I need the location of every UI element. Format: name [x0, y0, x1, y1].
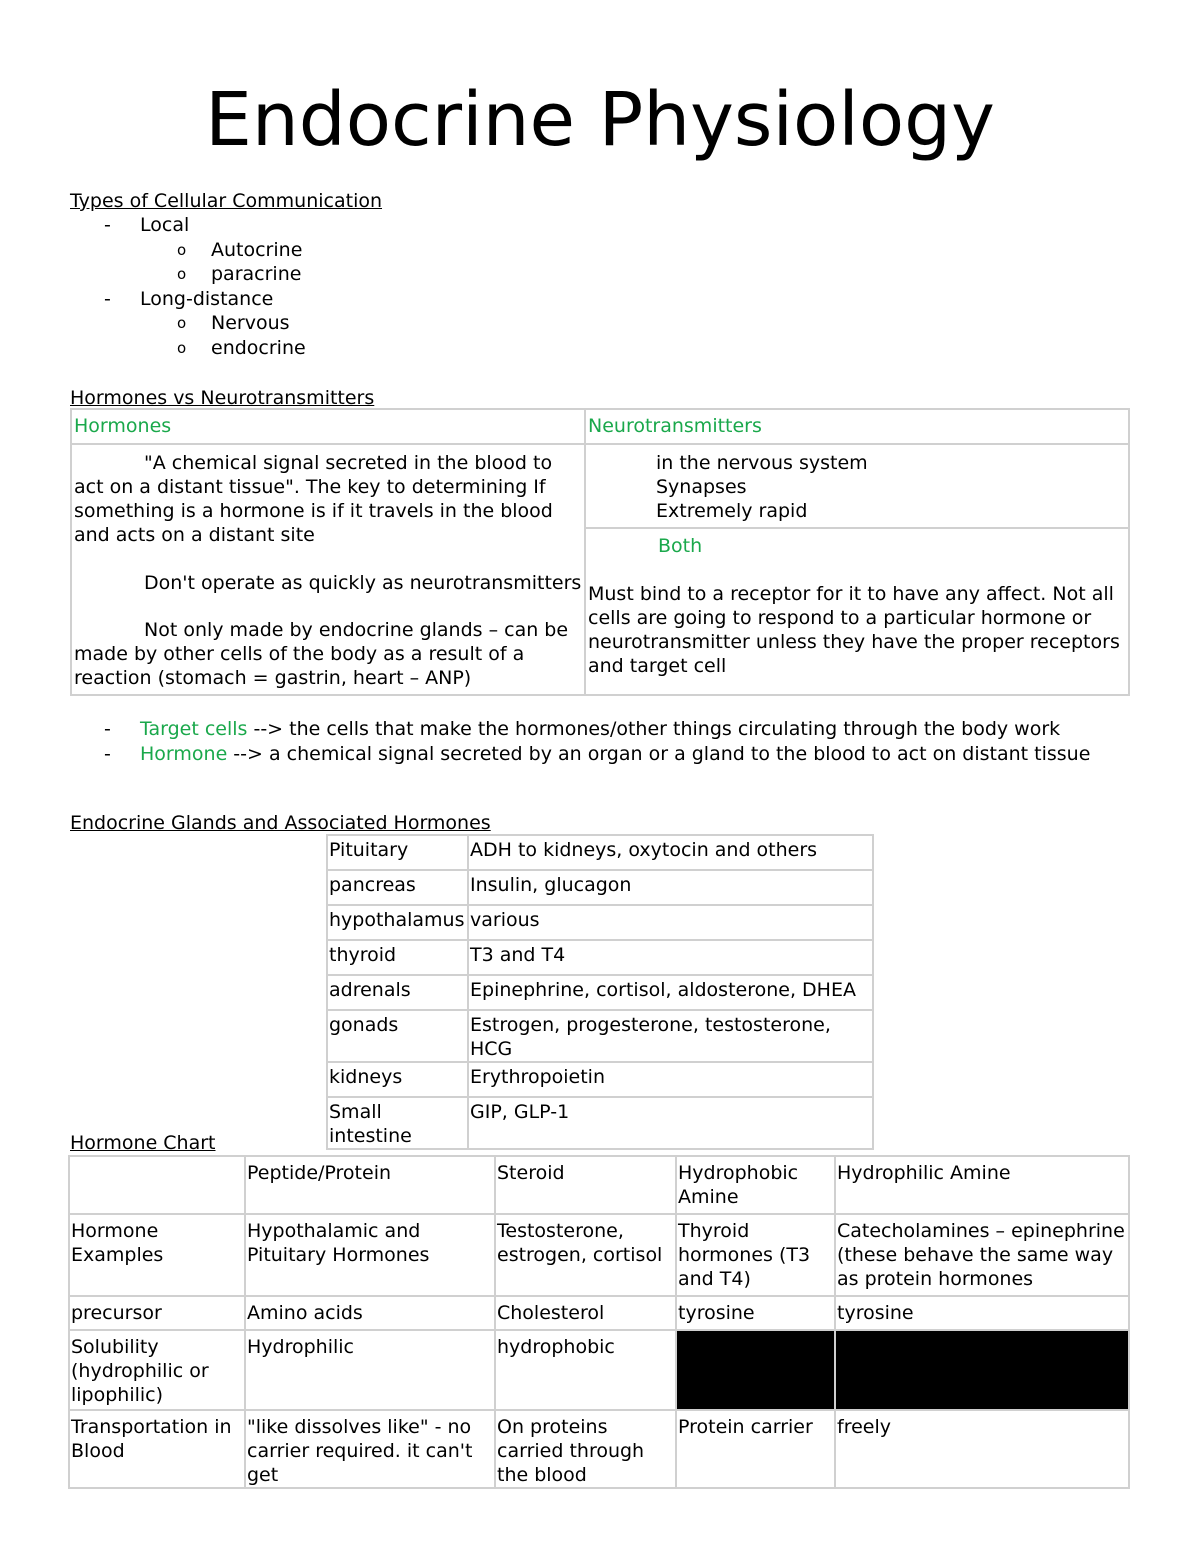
list-item: o endocrine — [177, 336, 306, 359]
table-row: pancreas Insulin, glucagon — [327, 870, 873, 905]
list-item: - Local o Autocrine o paracrine — [70, 213, 670, 287]
hormones-description-cell: "A chemical signal secreted in the blood to act on a distant tissue". The key to determining If something is a hormone is if it travels in the blood and acts on a distant site Don't operate as quickly as neurotransmitters Not only made by endocrine glands – can be made by other cells of the body as a result of a reaction (stomach = gastrin, heart – ANP) — [71, 444, 585, 695]
table-row: thyroid T3 and T4 — [327, 940, 873, 975]
blacked-out-cell — [676, 1330, 835, 1410]
list-item: - Target cells --> the cells that make the hormones/other things circulating through the body work — [104, 718, 1061, 740]
table-row: Hormone Examples Hypothalamic and Pituitary Hormones Testosterone, estrogen, cortisol Thyroid hormones (T3 and T4) Catecholamines – epinephrine (these behave the same way as protein hormones — [69, 1214, 1129, 1296]
list-item: - Long-distance o Nervous o endocrine — [70, 287, 670, 361]
both-cell: Both Must bind to a receptor for it to have any affect. Not all cells are going to respond to a particular hormone or neurotransmitter unless they have the proper receptors and target cell — [585, 528, 1129, 695]
hormone-chart-table — [68, 1155, 1130, 1489]
list-item: o paracrine — [177, 263, 302, 285]
table-row: kidneys Erythropoietin — [327, 1062, 873, 1097]
table-header-cell: Hormones — [71, 409, 585, 444]
table-row: adrenals Epinephrine, cortisol, aldosterone, DHEA — [327, 975, 873, 1010]
list-item: o Autocrine — [177, 238, 303, 261]
table-header-row: Peptide/Protein Steroid Hydrophobic Amine Hydrophilic Amine — [69, 1156, 1129, 1214]
table-row: Solubility (hydrophilic or lipophilic) Hydrophilic hydrophobic — [69, 1330, 1129, 1410]
definitions-list — [70, 717, 1170, 766]
table-header-cell: Neurotransmitters — [585, 409, 1129, 444]
hormones-vs-neuro-table — [70, 408, 1130, 696]
neuro-description-cell: in the nervous system Synapses Extremely rapid — [585, 444, 1129, 528]
page-title: Endocrine Physiology — [205, 77, 995, 163]
section-heading-communication: Types of Cellular Communication — [70, 190, 383, 212]
section-heading-hormone-chart: Hormone Chart — [70, 1132, 216, 1154]
blacked-out-cell — [835, 1330, 1129, 1410]
table-row: Pituitary ADH to kidneys, oxytocin and others — [327, 835, 873, 870]
section-heading-glands: Endocrine Glands and Associated Hormones — [70, 812, 491, 834]
table-row: gonads Estrogen, progesterone, testosterone, HCG — [327, 1010, 873, 1062]
section-heading-hormones-vs-neuro: Hormones vs Neurotransmitters — [70, 387, 375, 409]
list-item: - Hormone --> a chemical signal secreted by an organ or a gland to the blood to act on distant tissue — [104, 742, 1091, 765]
table-row: Small intestine GIP, GLP-1 — [327, 1097, 873, 1149]
table-row: Transportation in Blood "like dissolves like" - no carrier required. it can't get On proteins carried through the blood Protein carrier freely — [69, 1410, 1129, 1488]
table-row: hypothalamus various — [327, 905, 873, 940]
communication-list — [70, 213, 670, 360]
table-row: precursor Amino acids Cholesterol tyrosine tyrosine — [69, 1296, 1129, 1330]
glands-table — [326, 834, 874, 1150]
list-item: o Nervous — [177, 312, 290, 334]
